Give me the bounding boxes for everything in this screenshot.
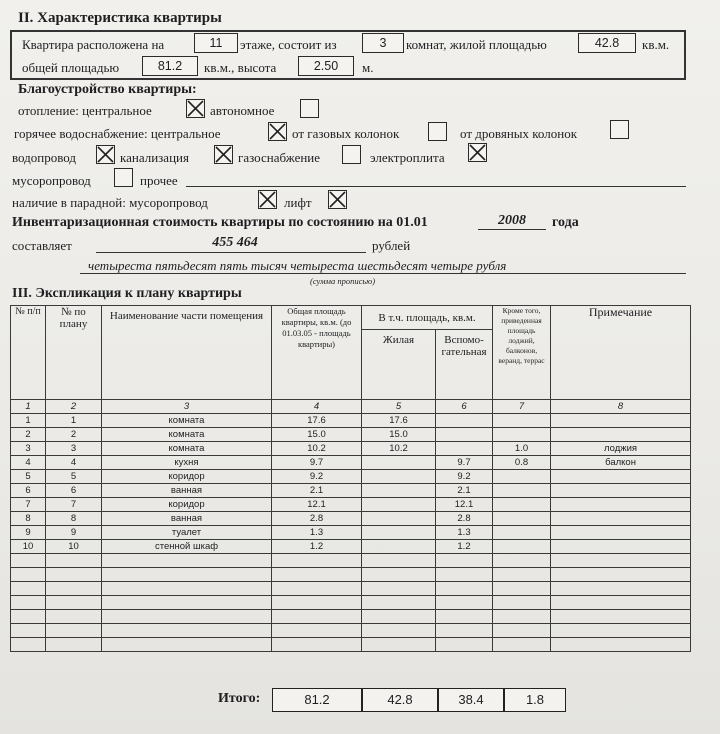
cell-area: 2.8 <box>272 512 362 526</box>
explication-table <box>10 305 691 652</box>
cell-p: 4 <box>46 456 102 470</box>
cell-liv <box>362 540 436 554</box>
cell-n: 10 <box>11 540 46 554</box>
cell-p: 6 <box>46 484 102 498</box>
table-row <box>11 470 691 484</box>
empty-row <box>11 624 691 638</box>
cell-aux <box>436 624 493 638</box>
col-incl-header: В т.ч. площадь, кв.м. <box>362 306 493 330</box>
garbage-chute-label: мусоропровод <box>12 173 91 188</box>
cell-name <box>102 554 272 568</box>
cell-name: комната <box>102 442 272 456</box>
cell-note <box>551 540 691 554</box>
gas-supply-checkbox <box>342 145 361 164</box>
cell-p <box>46 596 102 610</box>
cell-p: 10 <box>46 540 102 554</box>
living-area-value: 42.8 <box>578 33 636 53</box>
total-extra-sum: 1.8 <box>504 688 566 712</box>
empty-row <box>11 568 691 582</box>
cell-liv: 15.0 <box>362 428 436 442</box>
cell-note <box>551 428 691 442</box>
cell-note <box>551 568 691 582</box>
words-caption: (сумма прописью) <box>310 276 376 286</box>
cell-ext <box>493 638 551 652</box>
cell-ext <box>493 428 551 442</box>
cell-p: 9 <box>46 526 102 540</box>
cell-liv <box>362 512 436 526</box>
cell-n <box>11 624 46 638</box>
cell-note <box>551 638 691 652</box>
cell-aux <box>436 596 493 610</box>
entrance-garbage-checkbox <box>258 190 277 209</box>
cell-p: 7 <box>46 498 102 512</box>
cell-p: 3 <box>46 442 102 456</box>
cell-area: 1.3 <box>272 526 362 540</box>
cell-aux <box>436 582 493 596</box>
water-supply-label: водопровод <box>12 150 77 165</box>
cell-name: коридор <box>102 498 272 512</box>
heating-autonomous-checkbox <box>300 99 319 118</box>
cell-liv <box>362 596 436 610</box>
cell-aux: 2.1 <box>436 484 493 498</box>
cell-n: 1 <box>11 414 46 428</box>
cell-liv <box>362 610 436 624</box>
cell-liv <box>362 484 436 498</box>
amenities-title: Благоустройство квартиры: <box>18 82 197 97</box>
other-line <box>186 186 686 187</box>
words-line <box>80 273 686 274</box>
cell-n <box>11 554 46 568</box>
cell-name: кухня <box>102 456 272 470</box>
cell-ext <box>493 596 551 610</box>
year-line <box>478 229 546 230</box>
unit-m: м. <box>362 60 374 75</box>
electric-stove-label: электроплита <box>370 150 445 165</box>
cell-note <box>551 526 691 540</box>
sewer-label: канализация <box>120 150 189 165</box>
cell-p <box>46 610 102 624</box>
lift-label: лифт <box>284 195 312 210</box>
hotwater-central-checkbox <box>268 122 287 141</box>
cell-aux <box>436 638 493 652</box>
cell-n: 3 <box>11 442 46 456</box>
cell-aux <box>436 610 493 624</box>
hotwater-central-label: горячее водоснабжение: центральное <box>14 126 221 141</box>
cell-note <box>551 498 691 512</box>
total-area-sum: 81.2 <box>272 688 362 712</box>
colnum: 8 <box>551 400 691 414</box>
cell-liv <box>362 554 436 568</box>
cell-name: ванная <box>102 512 272 526</box>
cell-p: 1 <box>46 414 102 428</box>
cell-n <box>11 638 46 652</box>
cell-name <box>102 610 272 624</box>
cell-name <box>102 638 272 652</box>
cell-note <box>551 596 691 610</box>
cell-note: балкон <box>551 456 691 470</box>
cell-liv <box>362 470 436 484</box>
floor-value: 11 <box>194 33 238 53</box>
cell-aux: 1.3 <box>436 526 493 540</box>
total-area-label: общей площадью <box>22 60 120 75</box>
cell-aux <box>436 442 493 456</box>
cell-area: 15.0 <box>272 428 362 442</box>
cell-note <box>551 624 691 638</box>
garbage-chute-checkbox <box>114 168 133 187</box>
table-row <box>11 428 691 442</box>
table-row <box>11 456 691 470</box>
cell-liv <box>362 638 436 652</box>
table-row <box>11 442 691 456</box>
cell-n: 9 <box>11 526 46 540</box>
cell-liv <box>362 456 436 470</box>
cell-p: 5 <box>46 470 102 484</box>
cell-name: туалет <box>102 526 272 540</box>
cell-name <box>102 582 272 596</box>
cell-p: 2 <box>46 428 102 442</box>
cell-p <box>46 582 102 596</box>
cell-n: 5 <box>11 470 46 484</box>
currency-label: рублей <box>372 238 411 253</box>
col-extra-header: Кроме того, приведенная площадь лоджий, балконов, веранд, террас <box>493 306 551 400</box>
section3-title: III. Экспликация к плану квартиры <box>12 286 242 301</box>
colnum: 5 <box>362 400 436 414</box>
cell-name <box>102 596 272 610</box>
floor-label: Квартира расположена на <box>22 37 165 52</box>
cell-n: 6 <box>11 484 46 498</box>
table-row <box>11 498 691 512</box>
cell-note <box>551 414 691 428</box>
cell-area <box>272 624 362 638</box>
col-plan-header: № по плану <box>46 306 102 400</box>
cell-ext: 1.0 <box>493 442 551 456</box>
cell-liv <box>362 582 436 596</box>
cell-liv <box>362 526 436 540</box>
cell-aux: 9.7 <box>436 456 493 470</box>
gas-supply-label: газоснабжение <box>238 150 321 165</box>
cell-ext: 0.8 <box>493 456 551 470</box>
cell-aux: 2.8 <box>436 512 493 526</box>
cell-aux: 12.1 <box>436 498 493 512</box>
cell-name: стенной шкаф <box>102 540 272 554</box>
cell-ext <box>493 568 551 582</box>
col-name-header: Наименование части помещения <box>102 306 272 400</box>
colnum: 3 <box>102 400 272 414</box>
cell-n: 4 <box>11 456 46 470</box>
cell-name: ванная <box>102 484 272 498</box>
cell-aux <box>436 428 493 442</box>
sewer-checkbox <box>214 145 233 164</box>
cell-n: 7 <box>11 498 46 512</box>
valuation-label: Инвентаризационная стоимость квартиры по состоянию на 01.01 <box>12 215 428 230</box>
header-row <box>11 306 691 330</box>
cell-n: 2 <box>11 428 46 442</box>
col-area-header: Общая площадь квартиры, кв.м. (до 01.03.05 - площадь квартиры) <box>272 306 362 400</box>
empty-row <box>11 596 691 610</box>
empty-row <box>11 610 691 624</box>
cell-area: 9.2 <box>272 470 362 484</box>
heating-central-label: отопление: центральное <box>18 103 152 118</box>
cell-ext <box>493 526 551 540</box>
cell-area: 17.6 <box>272 414 362 428</box>
cell-area: 9.7 <box>272 456 362 470</box>
cell-area: 2.1 <box>272 484 362 498</box>
table-row <box>11 484 691 498</box>
cell-n: 8 <box>11 512 46 526</box>
year-suffix: года <box>552 215 579 230</box>
unit-sqm: кв.м. <box>642 37 670 52</box>
colnum-row <box>11 400 691 414</box>
cell-ext <box>493 582 551 596</box>
cell-p <box>46 624 102 638</box>
cell-ext <box>493 512 551 526</box>
cell-liv <box>362 624 436 638</box>
amount-line <box>96 252 366 253</box>
other-label: прочее <box>140 173 178 188</box>
cell-note: лоджия <box>551 442 691 456</box>
cell-n <box>11 610 46 624</box>
cell-name: коридор <box>102 470 272 484</box>
heating-autonomous-label: автономное <box>210 103 275 118</box>
total-area-value: 81.2 <box>142 56 198 76</box>
cell-p <box>46 638 102 652</box>
cell-ext <box>493 554 551 568</box>
table-row <box>11 414 691 428</box>
colnum: 1 <box>11 400 46 414</box>
cell-n <box>11 582 46 596</box>
cell-area <box>272 568 362 582</box>
col-aux-header: Вспомо-гательная <box>436 330 493 400</box>
cell-note <box>551 610 691 624</box>
cell-liv <box>362 568 436 582</box>
amount-label: составляет <box>12 238 72 253</box>
cell-area <box>272 610 362 624</box>
cell-n <box>11 596 46 610</box>
gas-column-label: от газовых колонок <box>292 126 400 141</box>
lift-checkbox <box>328 190 347 209</box>
total-living-sum: 42.8 <box>362 688 438 712</box>
cell-area <box>272 554 362 568</box>
cell-n <box>11 568 46 582</box>
colnum: 2 <box>46 400 102 414</box>
height-label: кв.м., высота <box>204 60 277 75</box>
colnum: 6 <box>436 400 493 414</box>
cell-liv: 10.2 <box>362 442 436 456</box>
cell-note <box>551 484 691 498</box>
rooms-label: этаже, состоит из <box>240 37 337 52</box>
total-aux-sum: 38.4 <box>438 688 504 712</box>
cell-area <box>272 638 362 652</box>
cell-ext <box>493 414 551 428</box>
cell-aux <box>436 414 493 428</box>
wood-column-checkbox <box>610 120 629 139</box>
cell-name <box>102 624 272 638</box>
col-living-header: Жилая <box>362 330 436 400</box>
living-area-label: комнат, жилой площадью <box>406 37 547 52</box>
section2-title: II. Характеристика квартиры <box>18 10 222 26</box>
empty-row <box>11 554 691 568</box>
cell-area <box>272 582 362 596</box>
electric-stove-checkbox <box>468 143 487 162</box>
cell-aux: 1.2 <box>436 540 493 554</box>
col-note-header: Примечание <box>551 306 691 400</box>
cell-area <box>272 596 362 610</box>
cell-ext <box>493 470 551 484</box>
table-row <box>11 512 691 526</box>
empty-row <box>11 638 691 652</box>
cell-name: комната <box>102 428 272 442</box>
cell-aux: 9.2 <box>436 470 493 484</box>
cell-note <box>551 512 691 526</box>
cell-name <box>102 568 272 582</box>
rooms-value: 3 <box>362 33 404 53</box>
height-value: 2.50 <box>298 56 354 76</box>
cell-aux <box>436 568 493 582</box>
cell-ext <box>493 484 551 498</box>
col-num-header: № п/п <box>11 306 46 400</box>
wood-column-label: от дровяных колонок <box>460 126 578 141</box>
cell-ext <box>493 610 551 624</box>
cell-p <box>46 568 102 582</box>
cell-note <box>551 554 691 568</box>
empty-row <box>11 582 691 596</box>
total-label: Итого: <box>218 691 261 706</box>
water-supply-checkbox <box>96 145 115 164</box>
cell-liv: 17.6 <box>362 414 436 428</box>
table-row <box>11 540 691 554</box>
cell-note <box>551 470 691 484</box>
cell-liv <box>362 498 436 512</box>
cell-name: комната <box>102 414 272 428</box>
cell-area: 12.1 <box>272 498 362 512</box>
heating-central-checkbox <box>186 99 205 118</box>
cell-p <box>46 554 102 568</box>
amount-value: 455 464 <box>212 235 258 250</box>
table-row <box>11 526 691 540</box>
cell-ext <box>493 624 551 638</box>
cell-ext <box>493 498 551 512</box>
gas-column-checkbox <box>428 122 447 141</box>
valuation-year: 2008 <box>498 213 526 228</box>
cell-area: 1.2 <box>272 540 362 554</box>
amount-in-words: четыреста пятьдесят пять тысяч четыреста шестьдесят четыре рубля <box>88 258 507 273</box>
cell-note <box>551 582 691 596</box>
cell-aux <box>436 554 493 568</box>
cell-area: 10.2 <box>272 442 362 456</box>
entrance-garbage-label: наличие в парадной: мусоропровод <box>12 195 208 210</box>
colnum: 7 <box>493 400 551 414</box>
cell-ext <box>493 540 551 554</box>
colnum: 4 <box>272 400 362 414</box>
cell-p: 8 <box>46 512 102 526</box>
